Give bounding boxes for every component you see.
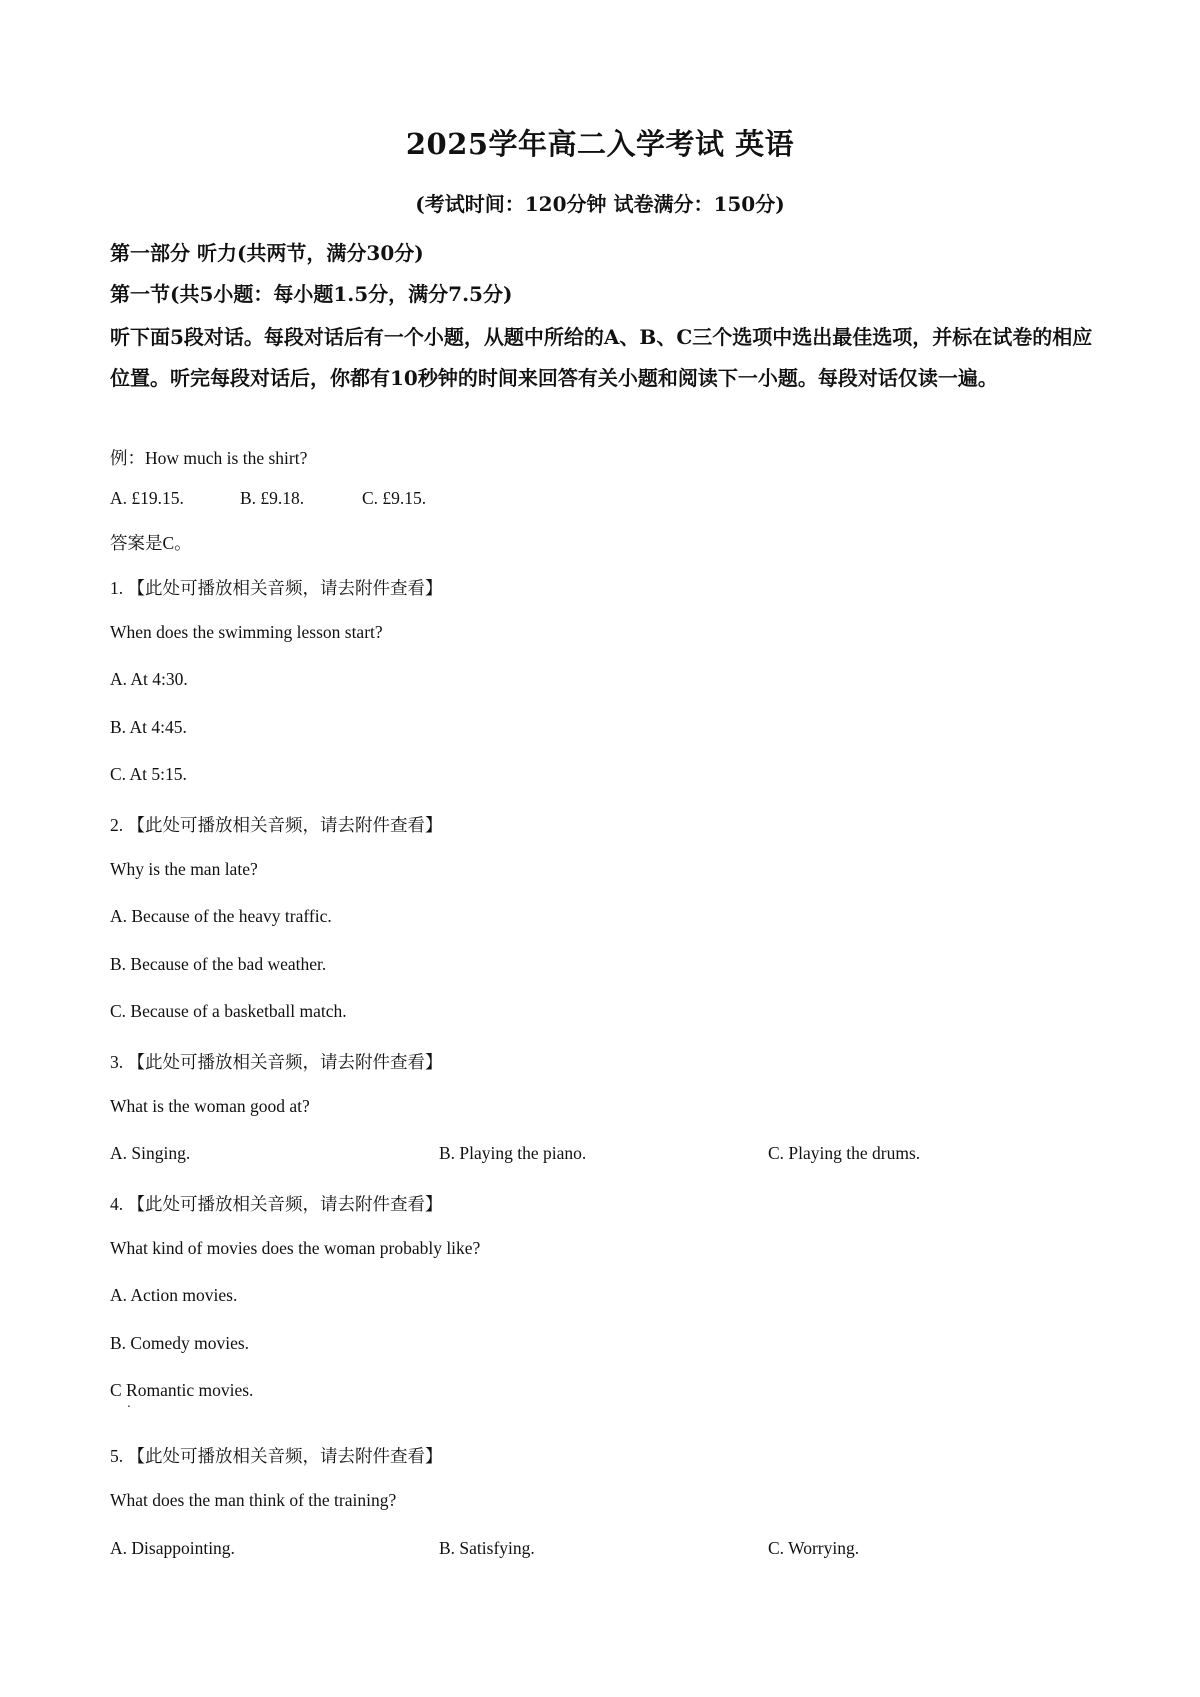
question-4-text: What kind of movies does the woman probably like?	[110, 1238, 481, 1258]
question-2-audio-label: 2. 【此处可播放相关音频，请去附件查看】	[110, 815, 443, 835]
example-option-b: B. £9.18.	[240, 488, 305, 508]
question-2-option-c: C. Because of a basketball match.	[110, 1001, 347, 1021]
question-3-audio-label: 3. 【此处可播放相关音频，请去附件查看】	[110, 1052, 443, 1072]
question-1-option-b: B. At 4:45.	[110, 717, 187, 737]
question-1-text: When does the swimming lesson start?	[110, 622, 383, 642]
question-3-option-c: C. Playing the drums.	[768, 1143, 921, 1163]
example-question: 例：How much is the shirt?	[110, 448, 308, 468]
question-4-option-c: C Romantic movies.	[110, 1380, 254, 1400]
question-4-option-a: A. Action movies.	[110, 1285, 238, 1305]
section-heading: 第一节(共5小题：每小题1.5分，满分7.5分)	[110, 282, 513, 306]
exam-info: (考试时间：120分钟 试卷满分：150分)	[415, 192, 785, 216]
question-5-text: What does the man think of the training?	[110, 1490, 397, 1510]
question-1-option-c: C. At 5:15.	[110, 764, 187, 784]
question-1-option-a: A. At 4:30.	[110, 669, 188, 689]
example-option-c: C. £9.15.	[362, 488, 427, 508]
example-answer: 答案是C。	[110, 533, 192, 553]
example-option-a: A. £19.15.	[110, 488, 184, 508]
question-1-audio-label: 1. 【此处可播放相关音频，请去附件查看】	[110, 578, 443, 598]
question-3-option-b: B. Playing the piano.	[439, 1143, 587, 1163]
question-4-audio-label: 4. 【此处可播放相关音频，请去附件查看】	[110, 1194, 443, 1214]
question-5-option-a: A. Disappointing.	[110, 1538, 235, 1558]
question-5-option-b: B. Satisfying.	[439, 1538, 535, 1558]
part-heading: 第一部分 听力(共两节，满分30分)	[110, 241, 424, 265]
question-2-option-b: B. Because of the bad weather.	[110, 954, 327, 974]
question-4-option-b: B. Comedy movies.	[110, 1333, 250, 1353]
page-title: 2025学年高二入学考试 英语	[405, 127, 795, 161]
question-5-audio-label: 5. 【此处可播放相关音频，请去附件查看】	[110, 1446, 443, 1466]
question-3-text: What is the woman good at?	[110, 1096, 310, 1116]
question-3-option-a: A. Singing.	[110, 1143, 191, 1163]
question-2-text: Why is the man late?	[110, 859, 258, 879]
stray-dot-mark: .	[127, 1396, 131, 1410]
question-2-option-a: A. Because of the heavy traffic.	[110, 906, 332, 926]
question-5-option-c: C. Worrying.	[768, 1538, 860, 1558]
instructions: 听下面5段对话。每段对话后有一个小题，从题中所给的A、B、C三个选项中选出最佳选项，并标在试卷的相应位置。听完每段对话后，你都有10秒钟的时间来回答有关小题和阅读下一小题。每段对话仅读一遍。	[110, 325, 1093, 390]
